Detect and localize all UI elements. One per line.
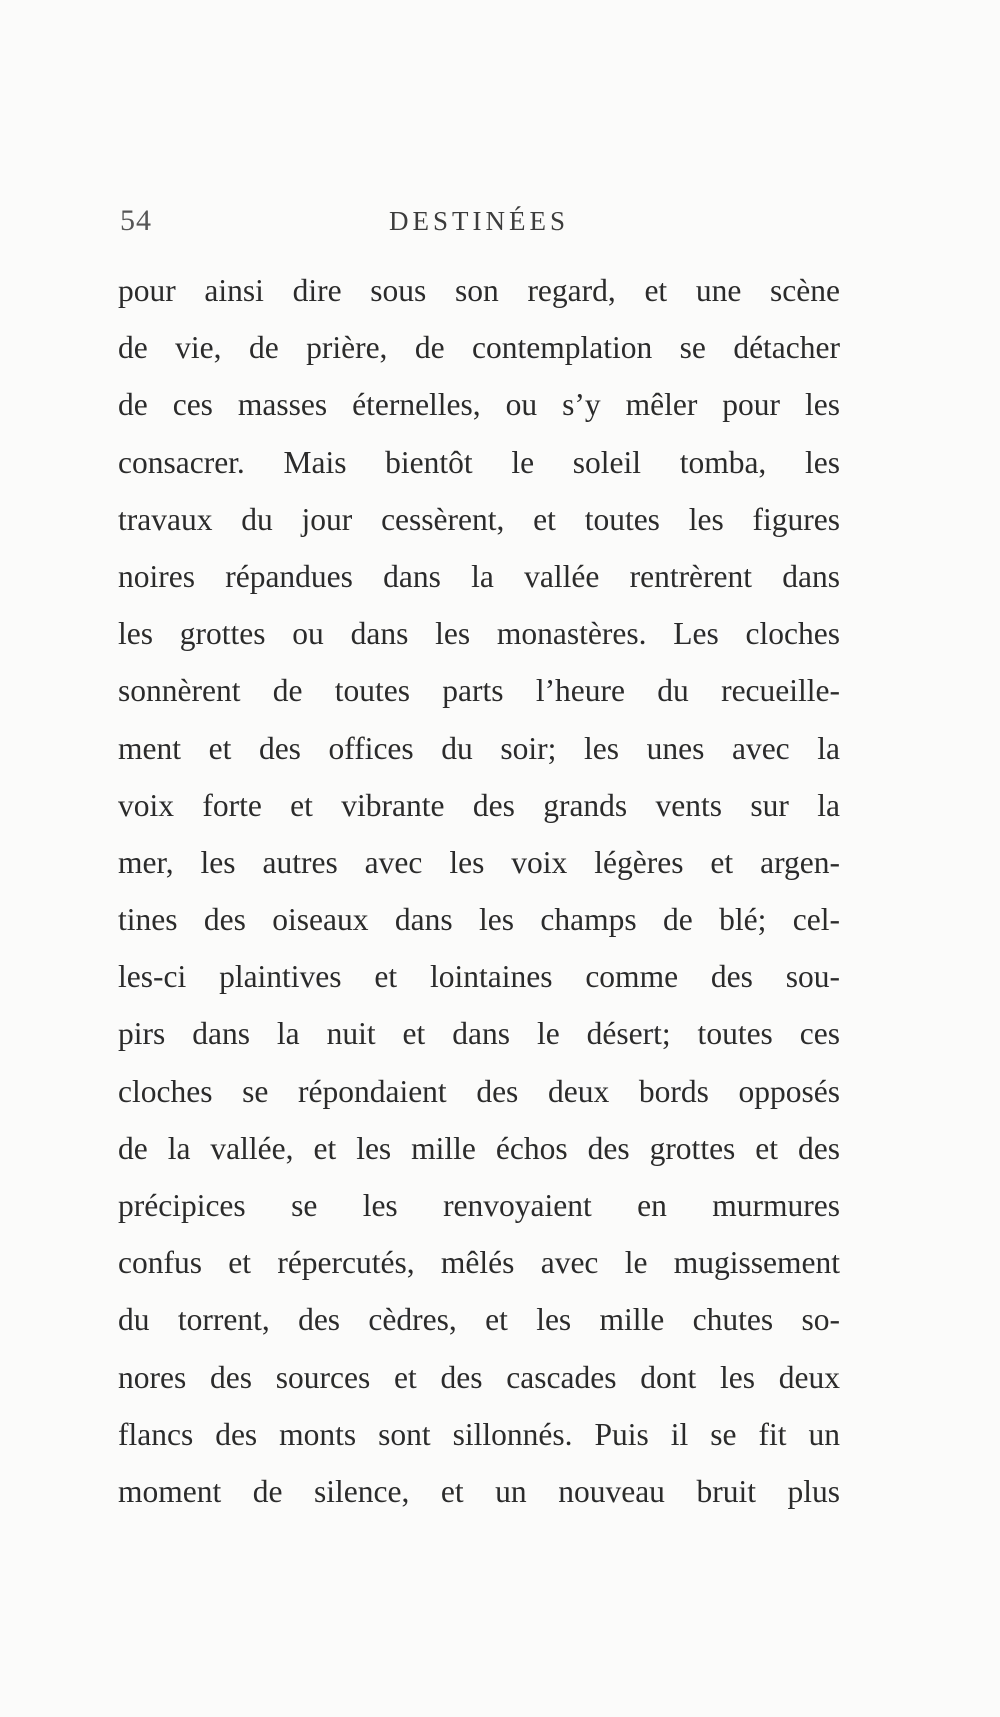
text-line: mer, les autres avec les voix légères et argen- <box>118 844 840 880</box>
text-line: flancs des monts sont sillonnés. Puis il se fit un <box>118 1416 840 1452</box>
running-title: DESTINÉES <box>389 206 569 236</box>
text-line: du torrent, des cèdres, et les mille chutes so- <box>118 1302 840 1338</box>
text-line: précipices se les renvoyaient en murmures <box>118 1188 840 1223</box>
text-line: tines des oiseaux dans les champs de blé; cel- <box>118 902 840 938</box>
text-line: cloches se répondaient des deux bords opposés <box>118 1073 840 1109</box>
text-line: moment de silence, et un nouveau bruit plus <box>118 1473 840 1509</box>
text-line: nores des sources et des cascades dont les deux <box>118 1359 840 1395</box>
text-line: confus et répercutés, mêlés avec le mugissement <box>118 1245 840 1281</box>
text-line: pour ainsi dire sous son regard, et une scène <box>118 273 840 308</box>
text-line: voix forte et vibrante des grands vents sur la <box>118 787 840 823</box>
text-line: consacrer. Mais bientôt le soleil tomba, les <box>118 444 840 480</box>
text-line: travaux du jour cessèrent, et toutes les figures <box>118 501 840 537</box>
text-line: de ces masses éternelles, ou s’y mêler pour les <box>118 387 840 423</box>
text-line: sonnèrent de toutes parts l’heure du recueille- <box>118 673 840 709</box>
body-text <box>118 262 840 1520</box>
page-number: 54 <box>120 204 152 237</box>
text-line: pirs dans la nuit et dans le désert; toutes ces <box>118 1016 840 1052</box>
running-head <box>118 204 840 248</box>
text-line: de la vallée, et les mille échos des grottes et des <box>118 1130 840 1166</box>
text-line: les grottes ou dans les monastères. Les cloches <box>118 616 840 652</box>
text-line: ment et des offices du soir; les unes avec la <box>118 730 840 766</box>
text-line: noires répandues dans la vallée rentrèrent dans <box>118 558 840 594</box>
text-line: les-ci plaintives et lointaines comme des sou- <box>118 959 840 995</box>
text-line: de vie, de prière, de contemplation se détacher <box>118 330 840 366</box>
